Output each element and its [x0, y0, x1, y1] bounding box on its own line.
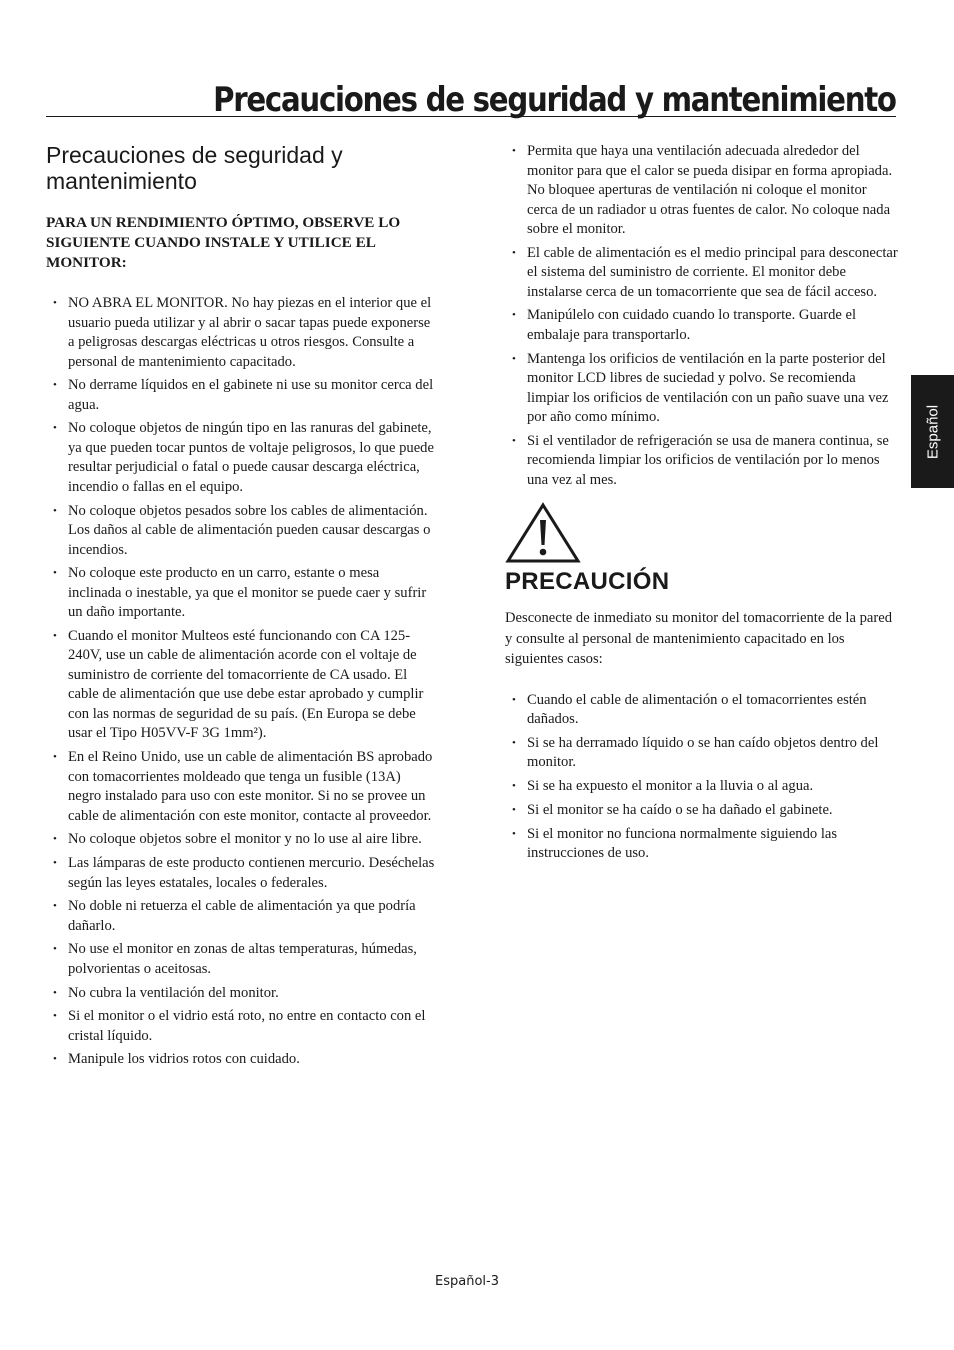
list-item: • Si el monitor se ha caído o se ha dañado el gabinete. [505, 801, 900, 821]
list-item: • Mantenga los orificios de ventilación en la parte posterior del monitor LCD libres de suciedad y polvo. Se recomienda limpiar los orificios de ventilación con un paño suave una vez por año como mínimo. [512, 350, 889, 426]
list-item: • Cuando el monitor Multeos esté funcionando con CA 125-240V, use un cable de alimentación acorde con el voltaje de suministro de corriente del tomacorriente de CA usado. El cable de alimentación que use debe estar aprobado y cumplir con las normas de seguridad de su país. (En Europa se debe usar el Tipo H05VV-F 3G 1mm²). [53, 627, 424, 742]
bullet-icon: • [512, 803, 516, 816]
bullet-icon: • [53, 379, 57, 392]
list-item: • No coloque objetos pesados sobre los cables de alimentación. Los daños al cable de alimentación pueden causar descargas o incendios. [53, 502, 431, 558]
list-item: • No coloque objetos sobre el monitor y no lo use al aire libre. [46, 830, 436, 850]
bullet-icon: • [53, 943, 57, 956]
list-item: • Si el monitor o el vidrio está roto, no entre en contacto con el cristal líquido. [53, 1008, 426, 1044]
section-heading: Precauciones de seguridad y mantenimiento [46, 142, 343, 194]
bullet-icon: • [53, 751, 57, 764]
bullet-icon: • [512, 246, 516, 259]
list-item: • En el Reino Unido, use un cable de alimentación BS aprobado con tomacorrientes moldeado que tenga un fusible (13A) negro instalado para uso con este monitor. Si no se provee un cable de alimentación con este monitor, contacte al proveedor. [53, 749, 433, 824]
bullet-icon: • [512, 693, 516, 706]
list-item: • Si se ha derramado líquido o se han caído objetos dentro del monitor. [512, 734, 879, 771]
bullet-icon: • [512, 780, 516, 793]
safety-list [46, 294, 436, 1070]
bullet-icon: • [512, 145, 516, 157]
list-item: • No use el monitor en zonas de altas temperaturas, húmedas, polvorientas o aceitosas. [53, 941, 417, 977]
left-column [46, 142, 436, 1074]
bullet-icon: • [53, 1053, 57, 1066]
list-item: • Permita que haya una ventilación adecuada alrededor del monitor para que el calor se pueda disipar en forma apropiada. No bloquee aperturas de ventilación ni coloque el monitor cerca de un radiador u otras fuentes de calor. No coloque nada sobre el monitor. [512, 143, 893, 237]
list-item: • Si se ha expuesto el monitor a la lluvia o al agua. [505, 777, 900, 797]
page-number: Español-3 [435, 1274, 499, 1289]
list-item: • Manipúlelo con cuidado cuando lo transporte. Guarde el embalaje para transportarlo. [512, 307, 857, 343]
list-item: • No doble ni retuerza el cable de alimentación ya que podría dañarlo. [53, 898, 416, 934]
bullet-icon: • [53, 900, 57, 913]
list-item: • No coloque este producto en un carro, estante o mesa inclinada o inestable, ya que el monitor se puede caer y sufrir un daño importante. [53, 565, 427, 621]
right-column [505, 142, 900, 868]
language-tab-label: Español [924, 404, 941, 459]
list-item: • Manipule los vidrios rotos con cuidado. [46, 1050, 436, 1070]
list-item: • Cuando el cable de alimentación o el tomacorrientes estén dañados. [512, 691, 867, 728]
safety-list-continued [505, 142, 900, 490]
list-item: • NO ABRA EL MONITOR. No hay piezas en el interior que el usuario pueda utilizar y al abrir o sacar tapas puede exponerse a peligrosas descargas eléctricas u otros riesgos. Consulte a personal de mantenimiento capacitado. [53, 295, 432, 370]
bullet-icon: • [53, 833, 57, 846]
bullet-icon: • [512, 434, 516, 447]
list-item: • Las lámparas de este producto contienen mercurio. Deséchelas según las leyes estatales, locales o federales. [53, 855, 435, 891]
bullet-icon: • [53, 422, 57, 435]
caution-intro: Desconecte de inmediato su monitor del tomacorriente de la pared y consulte al personal de mantenimiento capacitado en los siguientes casos: [505, 610, 892, 668]
list-item: • No coloque objetos de ningún tipo en las ranuras del gabinete, ya que pueden tocar puntos de voltaje peligrosos, lo que puede resultar perjudicial o fatal o puede causar descarga eléctrica, incendio o fallas en el equipo. [53, 420, 434, 495]
title-rule [46, 116, 896, 117]
bullet-icon: • [53, 857, 57, 869]
bullet-icon: • [53, 297, 57, 309]
caution-block [505, 502, 900, 863]
bullet-icon: • [53, 629, 57, 642]
bullet-icon: • [53, 504, 57, 517]
caution-list [505, 691, 900, 864]
bullet-icon: • [512, 827, 516, 840]
list-item: • El cable de alimentación es el medio principal para desconectar el sistema del suministro de corriente. El monitor debe instalarse cerca de un tomacorriente que sea de fácil acceso. [512, 244, 898, 300]
list-item: • No cubra la ventilación del monitor. [46, 984, 436, 1004]
list-item: • Si el ventilador de refrigeración se usa de manera continua, se recomienda limpiar los orificios de ventilación por lo menos una vez al mes. [512, 432, 889, 488]
warning-triangle-icon [505, 502, 581, 564]
list-item: • Si el monitor no funciona normalmente siguiendo las instrucciones de uso. [512, 825, 838, 861]
section-subheading: PARA UN RENDIMIENTO ÓPTIMO, OBSERVE LO SIGUIENTE CUANDO INSTALE Y UTILICE EL MONITOR: [46, 214, 401, 271]
bullet-icon: • [53, 1010, 57, 1023]
caution-heading: PRECAUCIÓN [505, 568, 670, 596]
bullet-icon: • [512, 736, 516, 749]
bullet-icon: • [512, 352, 516, 365]
language-tab [911, 375, 954, 488]
list-item: • No derrame líquidos en el gabinete ni use su monitor cerca del agua. [53, 377, 434, 413]
bullet-icon: • [512, 309, 516, 322]
bullet-icon: • [53, 567, 57, 580]
bullet-icon: • [53, 986, 57, 999]
page-title: Precauciones de seguridad y mantenimiento [213, 80, 896, 120]
